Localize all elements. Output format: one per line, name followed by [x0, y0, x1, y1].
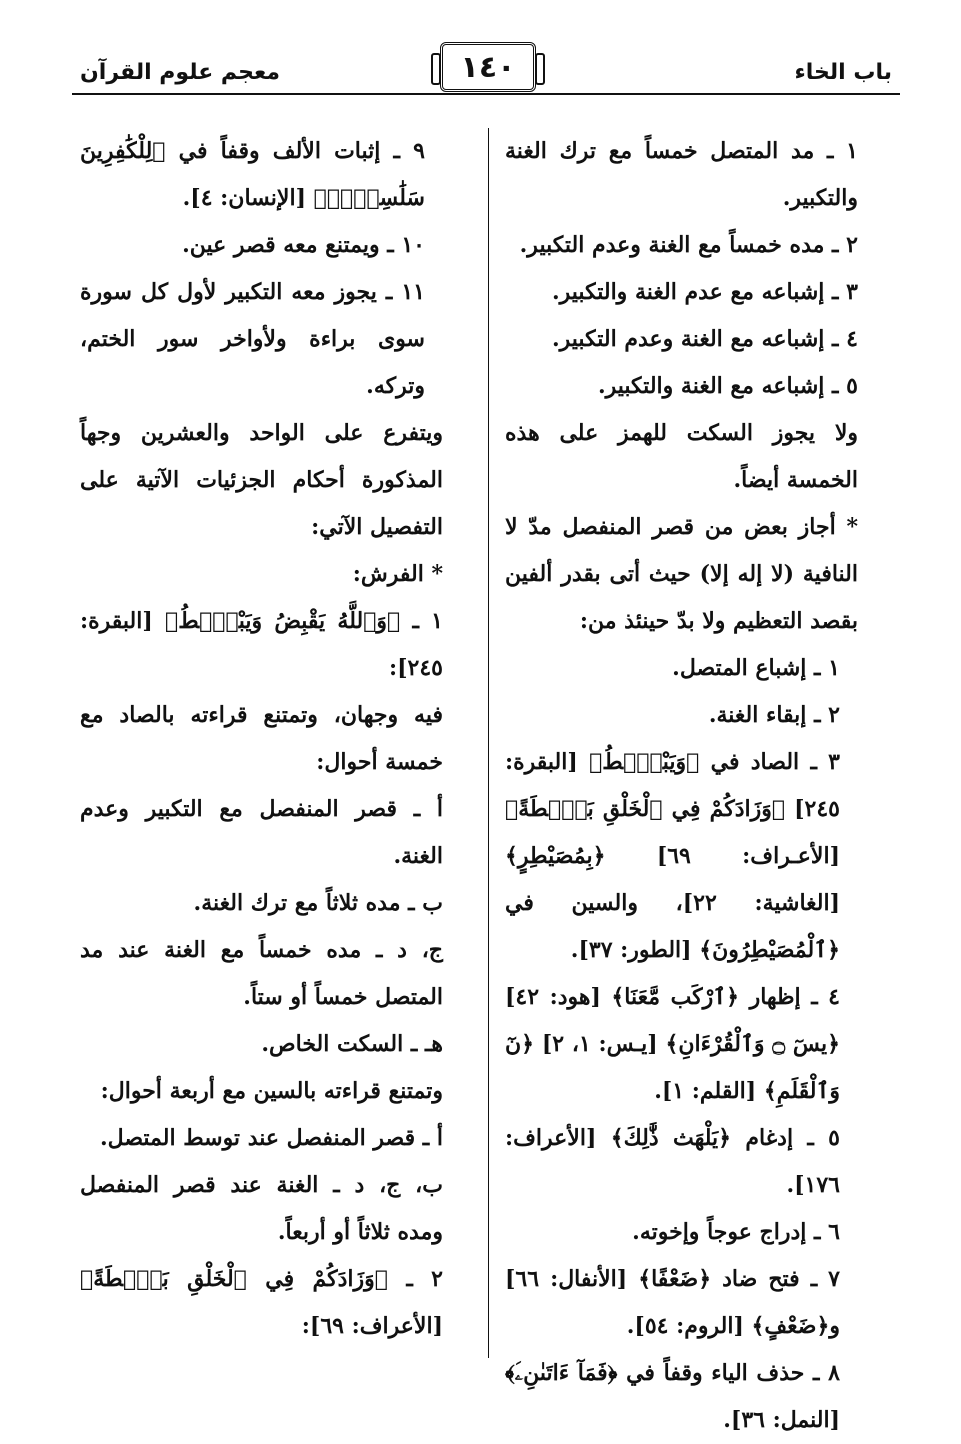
paragraph: ٥ ـ إشباعه مع الغنة والتكبير. [597, 373, 858, 399]
book-title: معجم علوم القرآن [80, 60, 281, 85]
paragraph: ب، ج، د ـ الغنة عند قصر المنفصل ومده ثلاثاً أو أربعاً. [80, 1172, 443, 1245]
paragraph: ٨ ـ حذف الياء وقفاً في ﴿فَمَآ ءَاتَىٰنِۦَ﴾ [النمل: ٣٦]. [505, 1360, 840, 1433]
paragraph: ٥ ـ إدغام ﴿يَلْهَث ذَّٰلِكَ﴾ [الأعراف: ١٧٦]. [505, 1125, 840, 1198]
paragraph: ب ـ مده ثلاثاً مع ترك الغنة. [193, 890, 443, 916]
paragraph: ٣ ـ إشباعه مع عدم الغنة والتكبير. [552, 279, 858, 305]
paragraph: ١ ـ ﴿وَٱللَّهُ يَقْبِضُ وَيَبْصُۜطُ﴾ [البقرة: ٢٤٥]: [80, 608, 443, 681]
paragraph: ١ ـ إشباع المتصل. [672, 655, 840, 681]
paragraph: أ ـ قصر المنفصل عند توسط المتصل. [100, 1125, 443, 1151]
right-column [505, 128, 890, 1444]
paragraph: ٦ ـ إدراج عوجاً وإخوته. [632, 1219, 840, 1245]
left-column [80, 128, 475, 1350]
paragraph: ١٠ ـ ويمتنع معه قصر عين. [182, 232, 425, 258]
page-header [70, 32, 900, 98]
paragraph: فيه وجهان، وتمتنع قراءته بالصاد مع خمسة أحوال: [80, 702, 443, 775]
paragraph: ١١ ـ يجوز معه التكبير لأول كل سورة سوى براءة ولأواخر سور الختم، وتركه. [80, 279, 425, 399]
paragraph: ويتفرع على الواحد والعشرين وجهاً المذكورة أحكام الجزئيات الآتية على التفصيل الآتي: [80, 420, 443, 540]
paragraph: ٣ ـ الصاد في ﴿وَيَبْصُۜطُ﴾ [البقرة: ٢٤٥] ﴿وَزَادَكُمْ فِي ٱلْخَلْقِ بَصْۜطَةً﴾ [الأعـراف: ٦٩] ﴿بِمُصَيْطِرٍ﴾ [الغاشية: ٢٢]، والسين في ﴿ٱلْمُصَيْطِرُونَ﴾ [الطور: ٣٧]. [505, 749, 840, 963]
paragraph: ولا يجوز السكت للهمز على هذه الخمسة أيضاً. [505, 420, 858, 493]
header-rule [72, 93, 900, 95]
paragraph: ٧ ـ فتح ضاد ﴿ضَعْفًا﴾ [الأنفال: ٦٦] و﴿ضَعْفٍ﴾ [الروم: ٥٤]. [505, 1266, 840, 1339]
paragraph: * أجاز بعض من قصر المنفصل مدّ لا النافية (لا إله إلا) حيث أتى بقدر ألفين بقصد التعظيم ولا بدّ حينئذ من: [505, 514, 858, 634]
paragraph: ٢ ـ إبقاء الغنة. [708, 702, 840, 728]
paragraph: ٩ ـ إثبات الألف وقفاً في ﴿لِلْكَٰفِرِينَ سَلَٰسِلَا۟﴾ [الإنسان: ٤]. [80, 138, 425, 211]
paragraph: وتمتنع قراءته بالسين مع أربعة أحوال: [100, 1078, 443, 1104]
paragraph: ٤ ـ إظهار ﴿ٱرْكَب مَّعَنَا﴾ [هود: ٤٢] ﴿يسٓ ۝ وَٱلْقُرْءَانِ﴾ [يـس: ١، ٢] ﴿نٓ وَٱلْقَلَمِ﴾ [القلم: ١]. [505, 984, 840, 1104]
paragraph: ج، د ـ مده خمساً مع الغنة عند مد المتصل خمساً أو ستاً. [80, 937, 443, 1010]
column-divider [488, 128, 489, 1358]
page-number: ١٤٠ [440, 42, 536, 92]
paragraph: أ ـ قصر المنفصل مع التكبير وعدم الغنة. [80, 796, 443, 869]
paragraph: ٢ ـ مده خمساً مع الغنة وعدم التكبير. [519, 232, 858, 258]
paragraph: ٤ ـ إشباعه مع الغنة وعدم التكبير. [552, 326, 858, 352]
chapter-title: باب الخاء [794, 60, 892, 85]
paragraph: ١ ـ مد المتصل خمساً مع ترك الغنة والتكبير. [505, 138, 858, 211]
paragraph: هـ ـ السكت الخاص. [261, 1031, 443, 1057]
paragraph: ٢ ـ ﴿وَزَادَكُمْ فِي ٱلْخَلْقِ بَصْۜطَةً﴾ [الأعراف: ٦٩]: [80, 1266, 443, 1339]
paragraph: * الفرش: [352, 561, 443, 587]
